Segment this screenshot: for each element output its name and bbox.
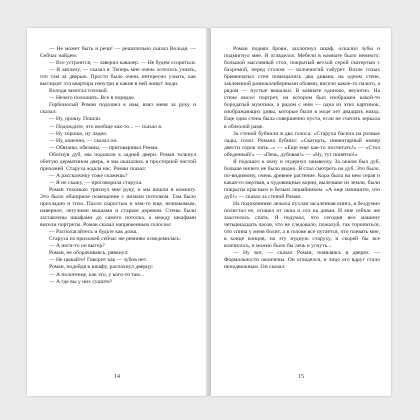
paragraph: За стеной бубнили в два голоса: «Старуха басила на разные лады, голос Романа бубнил: «Скатерть, инвентарный номер двести сорок пять...» — «Еще еще как-то посчитать!» — «Стол обеденный!» — «Печь, дубовая!» — «Ну, тут понятно!»: [224, 130, 380, 158]
paragraph: — Ну, конечно, — сказал он.: [49, 137, 118, 144]
paragraph: — А ноги-то он вытер?: [49, 243, 105, 250]
paragraph: Роман, подойдя к шкафу, распахнул дверцу:: [49, 264, 154, 271]
paragraph: — А где вы у них сушите?: [49, 278, 113, 285]
left-page-number: 14: [114, 374, 120, 380]
paragraph: Володя замотал головой.: [49, 88, 109, 95]
left-page-text: [40, 46, 196, 366]
paragraph: Старуха из прихожей сейчас же ревниво осведомилась:: [49, 236, 182, 243]
paragraph: — Не цыкайте! Говорит как — зубов нет.: [49, 257, 148, 264]
paragraph: — Нечего полошить. Все в порядке.: [49, 95, 136, 102]
paragraph: — Ну хорошо, ну ладно.: [49, 130, 108, 137]
paragraph: — Не может быть и речи! — решительно сказал Володя. — Сейчас найдем.: [40, 46, 196, 60]
paragraph: — Я заплачу, — сказал я. Теперь мне очень хотелось узнать, что там за дверью. Просто было очень интересно узнать, как выглядит эта квартира изнутри и какие в ней живут люди.: [40, 67, 196, 88]
paragraph: Роман поднял брови, захлопнул шкаф, оскалил зубы и подмигнул мне. Я огляделся. Мебели в комнате было немного: большой массивный стол, покрытый ветхой серой скатертью с бахромой, перед столом — колченогий табурет. Возле голых бревенчатых стен помещались два дивана, на одном стене, заклеенной разнокалиберными обоями, висело какое-то пальто, а рядом — пустые вешалки. В комнате одиноко, неуютно. На стене висел портрет, на котором был изображен какой-то бородатый мужчина, а рядом с ним — одна из этих картинок, изображающих дивы, которые были в моде лет двадцать назад. Еще одна стена была совершенно пуста, если не считать зеркала в облезлой раме.: [224, 46, 380, 130]
paragraph: — Подождите, что вообще как-то... — сказал я.: [49, 123, 163, 130]
paragraph: — Ну, прошу. Пошли.: [49, 116, 102, 123]
paragraph: — Обязаны, обязаны, — приговаривал Роман.: [49, 144, 159, 151]
paragraph: Горбоносый Роман подошел к нам, взял меня за руку и сказал:: [40, 102, 196, 116]
paragraph: Я подошел к окну и отдернул занавеску. За окном был дуб, больше ничего не было видно. Я стал смотреть на дуб. Это было, по-видимому, очень древнее растение. Кора была на нем серая и какая-то мертвая, а чудовищные корни, вылезшие из земли, были покрыты красным и белым лишайником. «А еще напишите, что дуб!» — сказал за стеной Роман.: [224, 158, 380, 200]
paragraph: — А рассказчику тоже скажешь?: [49, 172, 128, 179]
right-page-text: [224, 46, 380, 366]
right-page: [211, 28, 391, 396]
paragraph: — А полотенце, как это, у кого-то там...: [49, 271, 144, 278]
left-page: [27, 28, 207, 396]
paragraph: Обогнув дуб, мы подошли к задней двери. Роман толкнул обитую дерматином дверь, и мы оказались в просторной чистой прихожей. Старуха ждала нас. Роман сказал:: [40, 151, 196, 172]
paragraph: Роман тихонько тряхнул мне руку, и мы вошли в комнату. Это было обширное помещение с низким потолком. Там было прохладно и тихо. Пахло сыростью и чем-то еще, незнакомым, наверное, летучими мышами и старым деревом. Стены были заставлены шкафами до самого потолка, а между шкафами висели портреты. Роман сказал напряженным голосом:: [40, 186, 196, 229]
right-page-number: 15: [298, 374, 304, 380]
paragraph: На подоконнике лежала пухлая засаленная книга, я бездумно полистал ее, отошел от окна и сел на диван. И мне сейчас же захотелось спать. Я подумал, что сегодня вел машину четырнадцать часов, что не следовало, пожалуй, так торопиться, что спина у меня болит, а в голове все путается, что плевать мне, в конце концов, на эту нудную старуху, и скорей бы все кончилось, и можно было бы лечь и уснуть...: [224, 201, 380, 250]
paragraph: — Ну вот, — сказал Роман, появляясь в дверях. — Формальности окончены. Он огляделся, и лицо его вдруг стало неподвижным. Он сказал:: [224, 250, 380, 271]
paragraph: Роман, не оборачиваясь, рявкнул:: [49, 250, 129, 257]
paragraph: — Располагайтесь и будьте как дома.: [49, 229, 138, 236]
paragraph: — Я не скажу, — проговорила старуха.: [49, 179, 143, 186]
paragraph: — Все устроится, — заверил кавалер. — Не будем ссориться.: [49, 60, 196, 67]
